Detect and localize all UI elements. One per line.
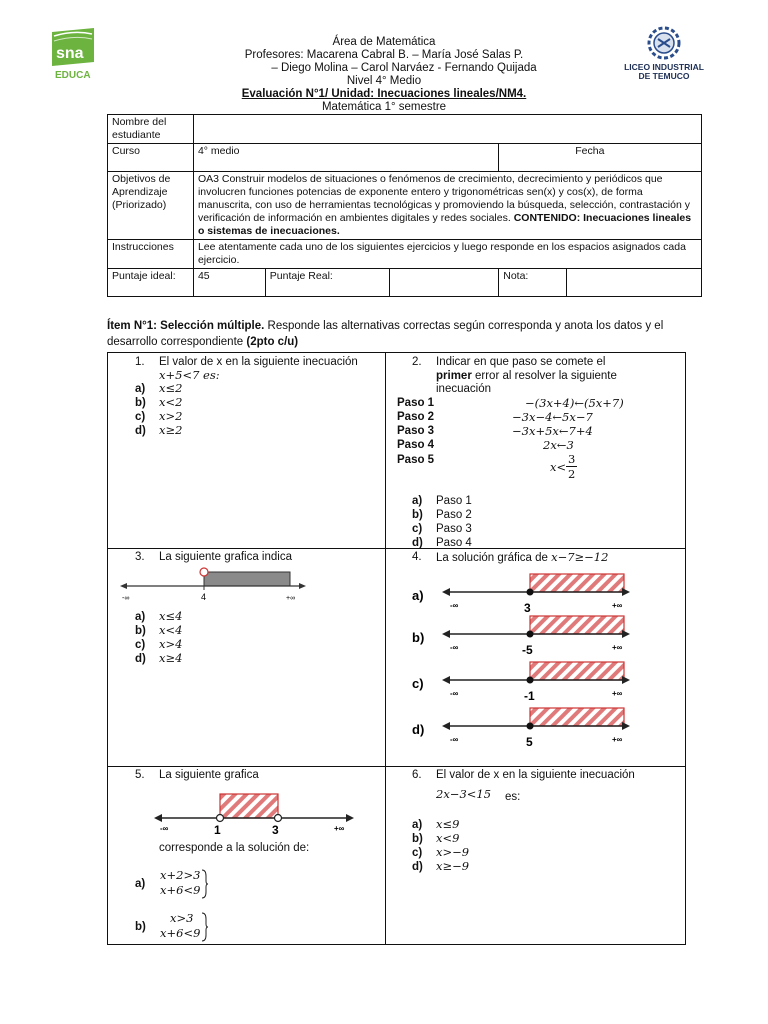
liceo-industrial-logo (612, 26, 716, 82)
q6-number: 6. (412, 769, 422, 781)
q2-number: 2. (412, 356, 422, 368)
real-score-field[interactable] (389, 269, 499, 297)
date-label: Fecha (499, 144, 702, 172)
q2-step-5: Paso 5 (397, 454, 435, 466)
q1-option-d[interactable]: d) x≥2 (135, 423, 183, 437)
q5-option-b-line2: x+6<9 (160, 926, 201, 940)
student-info-table (107, 114, 702, 297)
sna-logo-text: sna (56, 45, 84, 62)
q4-graph-c (412, 662, 630, 703)
q5-option-b-letter[interactable]: b) (135, 921, 146, 933)
ideal-score-value: 45 (193, 269, 265, 297)
svg-text:+∞: +∞ (612, 689, 623, 698)
q5-open-circle-left (217, 815, 224, 822)
q3-text: La siguiente grafica indica (159, 551, 292, 563)
real-score-label: Puntaje Real: (265, 269, 389, 297)
grid-divider-vertical (385, 352, 386, 945)
area-title: Área de Matemática (332, 36, 436, 48)
q3-axis-point-label: 4 (201, 592, 207, 602)
q6-option-a[interactable]: a) x≤9 (412, 817, 460, 831)
semester-label: Matemática 1° semestre (321, 101, 447, 113)
q3-option-d[interactable]: d) x≥4 (135, 651, 183, 665)
q2-option-a[interactable]: a) Paso 1 (412, 495, 472, 507)
course-label: Curso (108, 144, 194, 172)
q2-step-2: Paso 2 (397, 411, 435, 423)
course-value: 4° medio (193, 144, 498, 172)
q5-option-a-line2: x+6<9 (160, 883, 201, 897)
svg-text:-∞: -∞ (450, 643, 459, 652)
item-1-title: Ítem N°1: Selección múltiple. (107, 320, 265, 332)
q2-step-4-eq: x< (550, 460, 567, 474)
q1-text: El valor de x en la siguiente inecuación (159, 356, 358, 368)
q2-initial-eq: −(3x+4)←(5x+7) (525, 396, 624, 410)
q3-option-c[interactable]: c) x>4 (135, 637, 183, 651)
q2-option-d[interactable]: d) Paso 4 (412, 537, 472, 549)
q4-inequality: x−7≥−12 (551, 550, 609, 564)
item-1-points: (2pto c/u) (246, 336, 299, 348)
q3-number: 3. (135, 551, 145, 563)
svg-text:+∞: +∞ (334, 824, 345, 833)
q3-axis-left-label: -∞ (122, 595, 130, 602)
q6-inequality: 2x−3<15 (436, 787, 492, 801)
q2-option-c[interactable]: c) Paso 3 (412, 523, 472, 535)
q4-graphs (406, 566, 636, 766)
q4-graph-c-point: -1 (524, 689, 535, 703)
q4-text: La solución gráfica de x−7≥−12 (436, 550, 609, 564)
q5-point-2: 3 (272, 823, 279, 837)
q5-option-b-brace (201, 912, 209, 942)
liceo-logo-line2: DE TEMUCO (638, 71, 690, 81)
grid-divider-row2 (107, 766, 686, 767)
item-1-instruction: Responde las alternativas correctas según corresponda y anota los datos y el desarrollo correspondiente (107, 320, 664, 348)
q2-option-b[interactable]: b) Paso 2 (412, 509, 472, 521)
objectives-cell (193, 172, 701, 240)
q3-option-b[interactable]: b) x<4 (135, 623, 183, 637)
q2-step-1: Paso 1 (397, 397, 435, 409)
q3-open-circle (200, 568, 208, 576)
teachers-line-2: – Diego Molina – Carol Narváez - Fernando Quijada (271, 62, 537, 74)
q4-graph-a-point: 3 (524, 601, 531, 615)
q5-option-a-line1: x+2>3 (160, 868, 201, 882)
svg-text:-∞: -∞ (160, 824, 169, 833)
educa-logo-text: EDUCA (55, 70, 91, 81)
q2-step-3-eq: 2x←3 (543, 438, 574, 452)
q1-option-c[interactable]: c) x>2 (135, 409, 183, 423)
item-1-intro (107, 318, 667, 350)
q2-text-bold: primer (436, 369, 472, 382)
q4-graph-c-letter: c) (412, 676, 424, 691)
q6-option-c[interactable]: c) x>−9 (412, 845, 470, 859)
q4-graph-a (412, 574, 630, 615)
q2-step-1-eq: −3x−4←5x−7 (512, 410, 593, 424)
q4-graph-d (412, 708, 630, 749)
q3-number-line (118, 564, 308, 604)
instructions-label: Instrucciones (108, 240, 194, 269)
q1-inequality: x+5<7 es: (159, 368, 220, 382)
q6-es: es: (505, 791, 521, 803)
content-label: CONTENIDO: (513, 212, 581, 224)
q3-axis-right-label: +∞ (286, 595, 296, 602)
svg-text:+∞: +∞ (612, 643, 623, 652)
q5-shaded-region (220, 794, 278, 818)
objectives-label: Objetivos de Aprendizaje (Priorizado) (108, 172, 194, 240)
q2-step-3: Paso 3 (397, 425, 435, 437)
q5-point-1: 1 (214, 823, 221, 837)
q6-option-b[interactable]: b) x<9 (412, 831, 460, 845)
q3-axis-left-arrow (120, 583, 127, 589)
q5-number: 5. (135, 769, 145, 781)
q5-text-2: corresponde a la solución de: (159, 842, 310, 854)
student-name-field[interactable] (193, 115, 701, 144)
grade-field[interactable] (567, 269, 702, 297)
grade-label: Nota: (499, 269, 567, 297)
svg-text:+∞: +∞ (612, 735, 623, 744)
q4-graph-a-letter: a) (412, 588, 424, 603)
student-name-label: Nombre del estudiante (108, 115, 194, 144)
q5-number-line (150, 786, 360, 838)
svg-text:-∞: -∞ (450, 689, 459, 698)
q5-option-a-letter[interactable]: a) (135, 878, 146, 890)
teachers-line-1: Profesores: Macarena Cabral B. – María José Salas P. (244, 49, 524, 61)
q2-step-4: Paso 4 (397, 439, 435, 451)
q5-option-b-line1: x>3 (170, 911, 194, 925)
q2-fraction-num: 3 (568, 452, 576, 466)
instructions-text: Lee atentamente cada uno de los siguientes ejercicios y luego responde en los espacios asignados cada ejercicio. (193, 240, 701, 269)
level-label: Nivel 4° Medio (346, 75, 422, 87)
ideal-score-label: Puntaje ideal: (108, 269, 194, 297)
q4-graph-d-letter: d) (412, 722, 425, 737)
q1-number: 1. (135, 356, 145, 368)
q6-option-d[interactable]: d) x≥−9 (412, 859, 470, 873)
q4-graph-d-point: 5 (526, 735, 533, 749)
svg-text:-∞: -∞ (450, 601, 459, 610)
q5-open-circle-right (275, 815, 282, 822)
svg-text:-∞: -∞ (450, 735, 459, 744)
q4-graph-b (412, 616, 630, 657)
evaluation-title: Evaluación N°1/ Unidad: Inecuaciones lineales/NM4. (241, 88, 527, 100)
objectives-text: OA3 Construir modelos de situaciones o fenómenos de crecimiento, decrecimiento y periódicos que involucren funciones potencias de exponente entero y trigonométricas sen(x) y cos(x), de forma manuscrita, con uso de herramientas tecnológicas y promoviendo la búsqueda, selección, contrastación y verificación de información en ambientes digitales y redes sociales. (197, 173, 690, 224)
q3-option-a[interactable]: a) x≤4 (135, 609, 183, 623)
q5-text: La siguiente grafica (159, 769, 259, 781)
svg-text:+∞: +∞ (612, 601, 623, 610)
q2-fraction-den: 2 (568, 467, 576, 481)
content-text: Inecuaciones lineales o sistemas de inecuaciones. (197, 212, 692, 237)
q4-graph-b-letter: b) (412, 630, 425, 645)
q3-axis-right-arrow (299, 583, 306, 589)
q2-step-2-eq: −3x+5x←7+4 (512, 424, 593, 438)
liceo-logo-line1: LICEO INDUSTRIAL (624, 62, 704, 72)
q5-option-a-brace (201, 869, 209, 899)
q2-text: Indicar en que paso se comete el primer error al resolver la siguiente inecuación (436, 356, 617, 395)
q1-option-b[interactable]: b) x<2 (135, 395, 183, 409)
q4-number: 4. (412, 551, 422, 563)
q3-shaded-region (204, 572, 290, 586)
q1-option-a[interactable]: a) x≤2 (135, 381, 183, 395)
q4-graph-b-point: -5 (522, 643, 533, 657)
q6-text: El valor de x en la siguiente inecuación (436, 769, 635, 781)
grid-divider-row1 (107, 548, 686, 549)
